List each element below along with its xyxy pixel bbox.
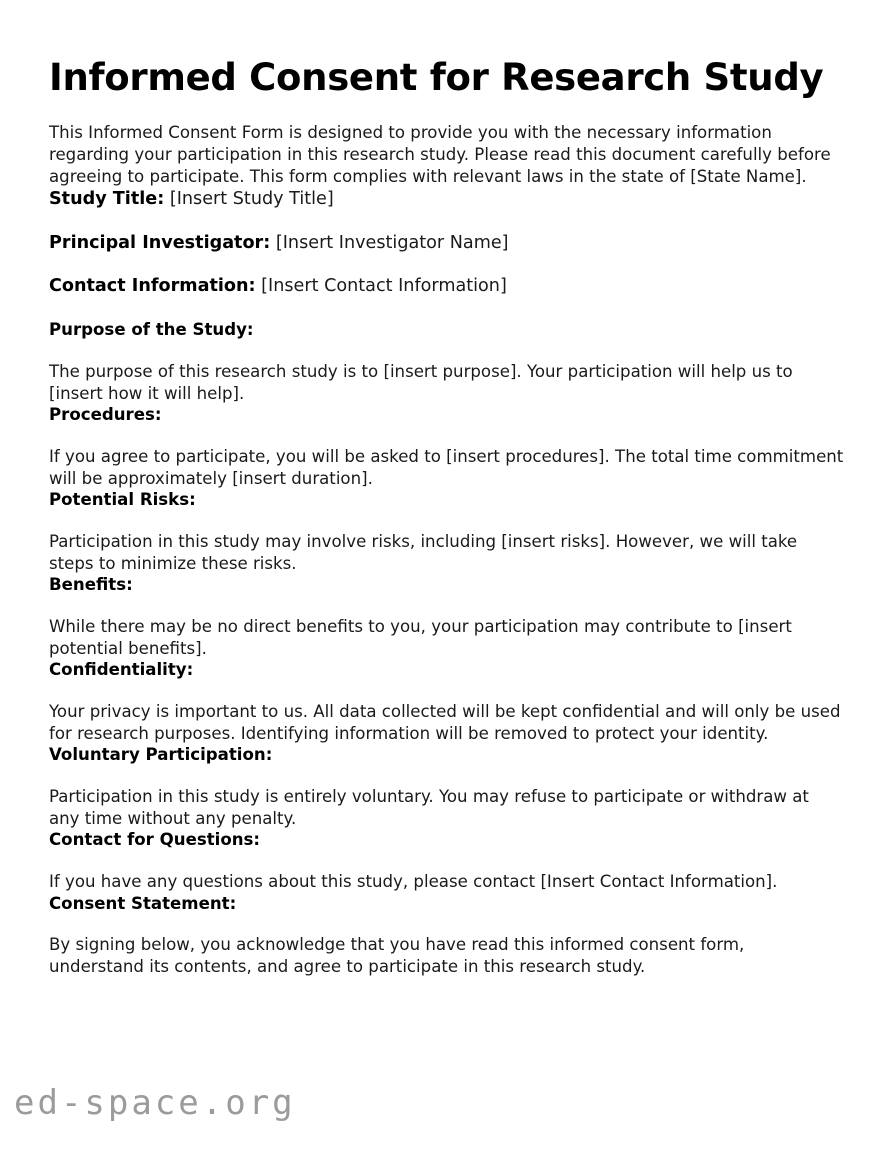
section-heading: Consent Statement: xyxy=(49,893,237,913)
section-voluntary-participation xyxy=(49,744,844,829)
field-row-study-title xyxy=(49,188,844,211)
section-body: Your privacy is important to us. All data collected will be kept confidential and will only be used for research purposes. Identifying information will be removed to protect your identity. xyxy=(49,701,841,743)
field-list xyxy=(49,188,844,299)
intro-paragraph: This Informed Consent Form is designed to provide you with the necessary information regarding your participation in this research study. Please read this document carefully before agreeing to participate. This form complies with relevant laws in the state of [State Name]. xyxy=(49,123,831,186)
document-content xyxy=(49,57,844,978)
section-body: If you agree to participate, you will be asked to [insert procedures]. The total time commitment will be approximately [insert duration]. xyxy=(49,446,844,488)
site-watermark: ed-space.org xyxy=(14,1083,296,1123)
section-heading: Voluntary Participation: xyxy=(49,745,273,765)
section-body: By signing below, you acknowledge that you have read this informed consent form, understand its contents, and agree to participate in this research study. xyxy=(49,935,745,976)
field-value: [Insert Contact Information] xyxy=(261,276,507,297)
section-benefits xyxy=(49,574,844,659)
page-title: Informed Consent for Research Study xyxy=(49,56,824,99)
section-heading: Purpose of the Study: xyxy=(49,320,254,340)
field-label: Contact Information: xyxy=(49,276,256,297)
section-potential-risks xyxy=(49,489,844,574)
section-list xyxy=(49,319,844,978)
section-body: Participation in this study is entirely voluntary. You may refuse to participate or withdraw at any time without any penalty. xyxy=(49,786,809,828)
field-row-contact-information xyxy=(49,275,844,298)
field-row-principal-investigator xyxy=(49,232,844,255)
section-contact-for-questions xyxy=(49,829,844,892)
section-body: While there may be no direct benefits to you, your participation may contribute to [insert potential benefits]. xyxy=(49,616,792,658)
field-value: [Insert Study Title] xyxy=(169,188,334,209)
section-purpose-of-the-study xyxy=(49,319,844,404)
section-consent-statement xyxy=(49,893,844,978)
section-heading: Confidentiality: xyxy=(49,660,194,680)
section-body: Participation in this study may involve risks, including [insert risks]. However, we will take steps to minimize these risks. xyxy=(49,531,798,573)
section-confidentiality xyxy=(49,659,844,744)
field-label: Principal Investigator: xyxy=(49,232,271,253)
section-procedures xyxy=(49,404,844,489)
section-heading: Potential Risks: xyxy=(49,490,196,510)
section-heading: Contact for Questions: xyxy=(49,830,261,850)
field-value: [Insert Investigator Name] xyxy=(275,232,509,253)
section-body: The purpose of this research study is to [insert purpose]. Your participation will help us to [insert how it will help]. xyxy=(49,361,793,403)
section-heading: Procedures: xyxy=(49,405,162,425)
section-body: If you have any questions about this study, please contact [Insert Contact Information]. xyxy=(49,871,778,891)
section-heading: Benefits: xyxy=(49,575,133,595)
field-label: Study Title: xyxy=(49,188,165,209)
